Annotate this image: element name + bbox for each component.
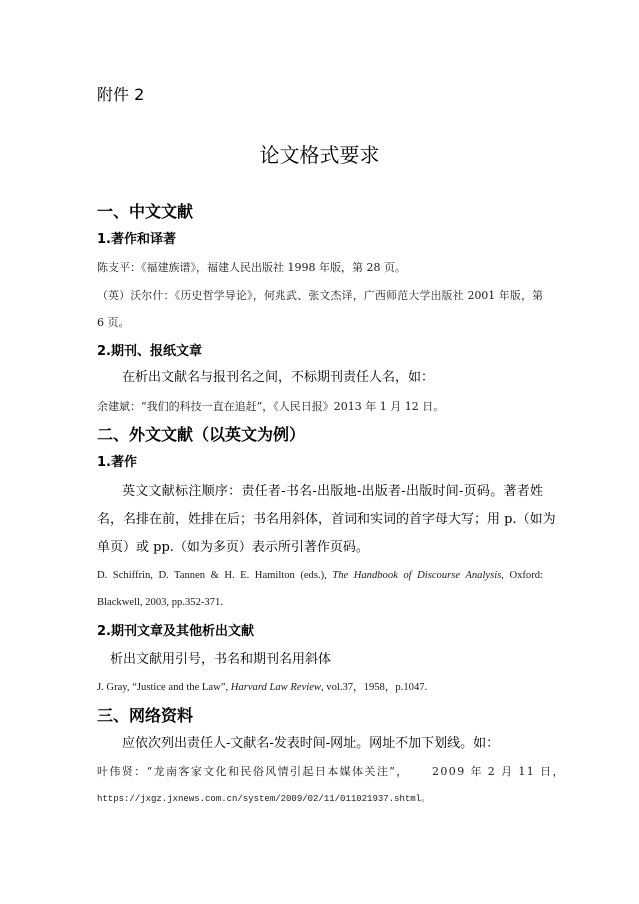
example-reference-date: 2009 年 2 月 11 日， [432,765,565,778]
attachment-label: 附件 2 [97,85,145,104]
subheading-journal-articles: 2.期刊文章及其他析出文献 [97,624,254,639]
example-reference: （英）沃尔什：《历史哲学导论》，何兆武、张文杰译，广西师范大学出版社 2001 年版，第 [97,289,543,302]
english-book-example-continued: Blackwell, 2003, pp.352-371. [97,597,223,608]
section-heading-foreign-refs: 二、外文文献（以英文为例） [97,425,306,444]
page-title: 论文格式要求 [259,143,380,167]
instruction-text: 单页）或 pp.（如为多页）表示所引著作页码。 [97,540,369,555]
example-book-title: The Handbook of Discourse Analysis [332,570,502,581]
example-reference: 叶伟贤：“龙南客家文化和民俗风情引起日本媒体关注”， [97,765,409,778]
subheading-books: 1.著作 [97,455,137,470]
example-journal-title: Harvard Law Review [230,682,321,693]
english-article-example [97,682,427,695]
instruction-text: 析出文献用引号，书名和期刊名用斜体 [110,652,332,667]
example-tail: , Oxford: [501,570,543,581]
example-reference-continued: 6 页。 [97,316,130,329]
subheading-books-translations: 1.著作和译著 [97,232,176,247]
subheading-journal-newspaper: 2.期刊、报纸文章 [97,344,202,359]
instruction-text: 应依次列出责任人-文献名-发表时间-网址。网址不加下划线。如： [122,736,500,751]
instruction-text: 英文文献标注顺序：责任者-书名-出版地-出版者-出版时间-页码。著者姓 [122,484,543,499]
english-book-example [97,570,543,583]
section-heading-online-refs: 三、网络资料 [97,706,194,725]
instruction-text: 名，名排在前，姓排在后；书名用斜体，首词和实词的首字母大写；用 p.（如为 [97,512,556,527]
instruction-text: 在析出文献名与报刊名之间，不标期刊责任人名，如： [122,370,435,385]
example-article: J. Gray, “Justice and the Law”, [97,682,231,693]
section-heading-chinese-refs: 一、中文文献 [97,202,194,221]
example-authors: D. Schiffrin, D. Tannen & H. E. Hamilton (eds.), [97,570,333,581]
example-url: https://jxgz.jxnews.com.cn/system/2009/02/11/011021937.shtml。 [97,794,431,804]
example-article-tail: , vol.37，1958，p.1047. [320,682,428,693]
example-reference: 陈支平：《福建族谱》，福建人民出版社 1998 年版，第 28 页。 [97,261,406,274]
example-reference: 余建斌：“我们的科技一直在追赶”，《人民日报》2013 年 1 月 12 日。 [97,400,445,413]
